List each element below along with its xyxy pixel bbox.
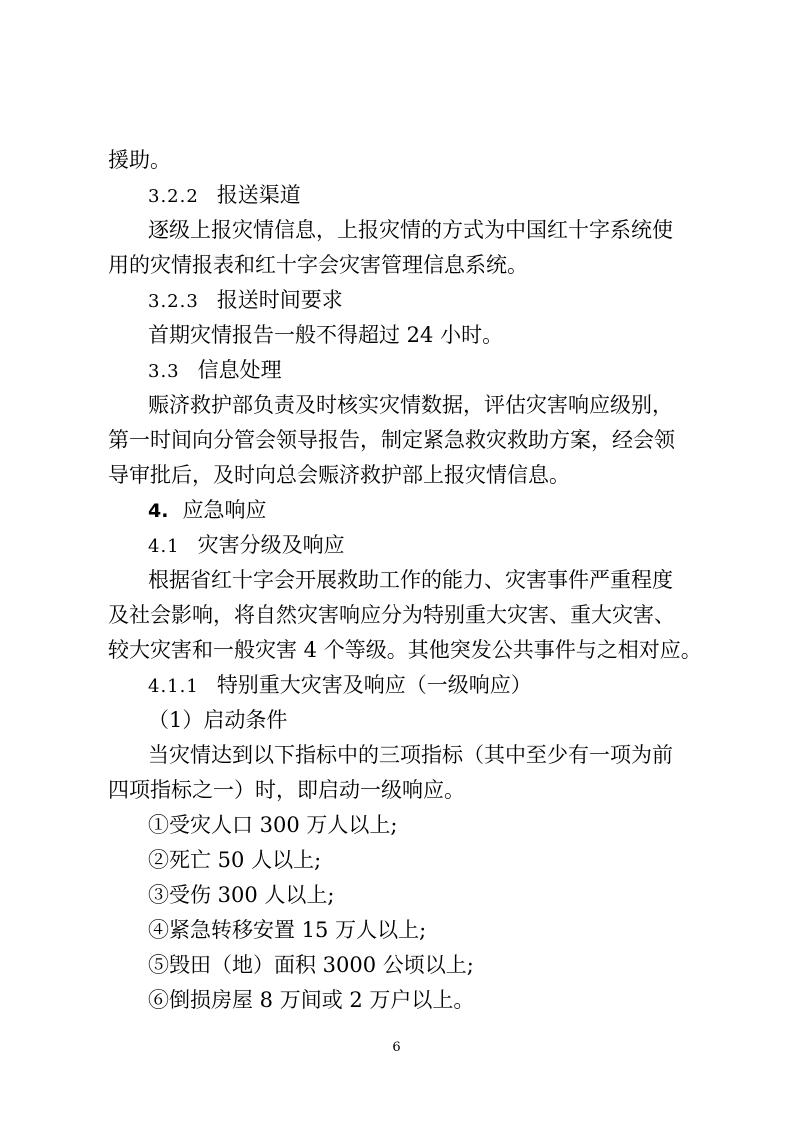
- body-text-line: [0, 423, 793, 457]
- text: 及社会影响，将自然灾害响应分为特别重大灾害、重大灾害、: [108, 603, 675, 627]
- section-number: 4.: [148, 500, 169, 522]
- text: 当灾情达到以下指标中的三项指标（其中至少有一项为前: [148, 743, 673, 767]
- section-title: 特别重大灾害及响应（一级响应）: [216, 673, 532, 697]
- section-heading-3-2-2: [0, 178, 793, 212]
- subsection-label: [0, 703, 793, 737]
- body-text-line: [0, 773, 793, 807]
- list-item: [0, 808, 793, 842]
- section-heading-3-2-3: [0, 283, 793, 317]
- text: 较大灾害和一般灾害 4 个等级。其他突发公共事件与之相对应。: [108, 638, 702, 662]
- section-number: 3.2.3: [148, 291, 199, 312]
- body-text-line: [0, 248, 793, 282]
- body-text-line: [0, 598, 793, 632]
- section-heading-4-1-1: [0, 668, 793, 702]
- section-number: 3.3: [148, 361, 180, 382]
- text: 援助。: [108, 148, 171, 172]
- section-title: 信息处理: [197, 358, 282, 382]
- section-title: 灾害分级及响应: [197, 533, 345, 557]
- body-text-line: [0, 633, 793, 667]
- text: ②死亡 50 人以上;: [148, 848, 322, 872]
- section-number: 3.2.2: [148, 186, 199, 207]
- text: ⑥倒损房屋 8 万间或 2 万户以上。: [148, 988, 475, 1012]
- section-title: 报送时间要求: [216, 288, 343, 312]
- section-number: 4.1: [148, 536, 180, 557]
- page-number: 6: [392, 1040, 401, 1055]
- body-text-line: [0, 143, 793, 177]
- list-item: [0, 843, 793, 877]
- text: 导审批后，及时向总会赈济救护部上报灾情信息。: [108, 463, 570, 487]
- body-text-line: [0, 738, 793, 772]
- text: 赈济救护部负责及时核实灾情数据，评估灾害响应级别，: [148, 393, 673, 417]
- section-heading-4-1: [0, 528, 793, 562]
- text: ⑤毁田（地）面积 3000 公顷以上;: [148, 953, 474, 977]
- section-number: 4.1.1: [148, 676, 199, 697]
- section-heading-4: [0, 493, 793, 527]
- list-item: [0, 948, 793, 982]
- list-item: [0, 878, 793, 912]
- text: 四项指标之一）时，即启动一级响应。: [108, 778, 465, 802]
- body-text-line: [0, 563, 793, 597]
- text: 用的灾情报表和红十字会灾害管理信息系统。: [108, 253, 528, 277]
- section-title: 应急响应: [182, 498, 267, 522]
- text: ③受伤 300 人以上;: [148, 883, 335, 907]
- text: （1）启动条件: [148, 708, 288, 732]
- body-text-line: [0, 213, 793, 247]
- body-text-line: [0, 458, 793, 492]
- body-text-line: [0, 388, 793, 422]
- list-item: [0, 983, 793, 1017]
- text: 第一时间向分管会领导报告，制定紧急救灾救助方案，经会领: [108, 428, 675, 452]
- text: 首期灾情报告一般不得超过 24 小时。: [148, 323, 504, 347]
- text: 逐级上报灾情信息，上报灾情的方式为中国红十字系统使: [148, 218, 673, 242]
- list-item: [0, 913, 793, 947]
- text: ①受灾人口 300 万人以上;: [148, 813, 398, 837]
- body-text-line: [0, 318, 793, 352]
- section-title: 报送渠道: [216, 183, 301, 207]
- section-heading-3-3: [0, 353, 793, 387]
- text: 根据省红十字会开展救助工作的能力、灾害事件严重程度: [148, 568, 673, 592]
- text: ④紧急转移安置 15 万人以上;: [148, 918, 427, 942]
